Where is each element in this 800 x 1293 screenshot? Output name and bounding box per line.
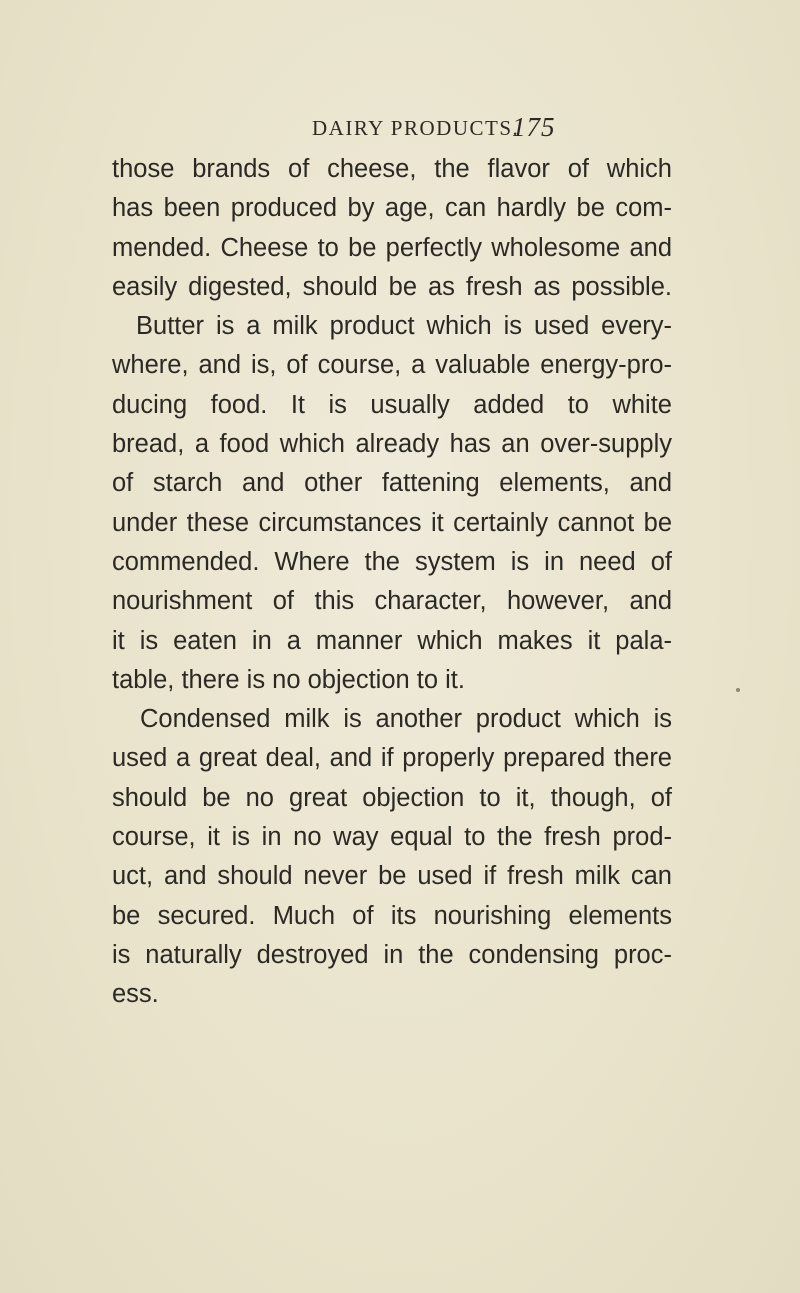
- text-line: course, it is in no way equal to the fresh prod-: [112, 823, 672, 852]
- text-line: should be no great objection to it, though, of: [112, 783, 672, 812]
- text-line: uct, and should never be used if fresh milk can: [112, 862, 672, 891]
- text-line: Butter is a milk product which is used every-: [136, 312, 672, 341]
- text-line: it is eaten in a manner which makes it pala-: [112, 626, 672, 655]
- text-line: is naturally destroyed in the condensing proc-: [112, 940, 672, 969]
- margin-speck: [736, 688, 740, 692]
- text-line: bread, a food which already has an over-supply: [112, 430, 672, 459]
- text-line: has been produced by age, can hardly be com-: [112, 194, 672, 223]
- text-line: where, and is, of course, a valuable energy-pro-: [112, 351, 672, 380]
- text-line: of starch and other fattening elements, and: [112, 469, 672, 498]
- text-line: commended. Where the system is in need of: [112, 547, 672, 576]
- running-head: [0, 112, 800, 148]
- text-line: Condensed milk is another product which is: [140, 705, 672, 734]
- text-line: mended. Cheese to be perfectly wholesome and: [112, 233, 672, 262]
- text-line: be secured. Much of its nourishing elements: [112, 901, 672, 930]
- text-line: under these circumstances it certainly cannot be: [112, 508, 672, 537]
- text-line: those brands of cheese, the flavor of which: [112, 155, 672, 183]
- text-line: easily digested, should be as fresh as possible.: [112, 272, 672, 301]
- text-line: used a great deal, and if properly prepared there: [112, 744, 672, 773]
- text-line: ess.: [112, 980, 159, 1009]
- text-line: ducing food. It is usually added to white: [112, 390, 672, 419]
- text-line: nourishment of this character, however, and: [112, 587, 672, 616]
- page-number: 175: [512, 112, 556, 142]
- body-text: [112, 150, 672, 1015]
- running-title: DAIRY PRODUCTS.: [312, 116, 520, 140]
- text-line: table, there is no objection to it.: [112, 665, 465, 694]
